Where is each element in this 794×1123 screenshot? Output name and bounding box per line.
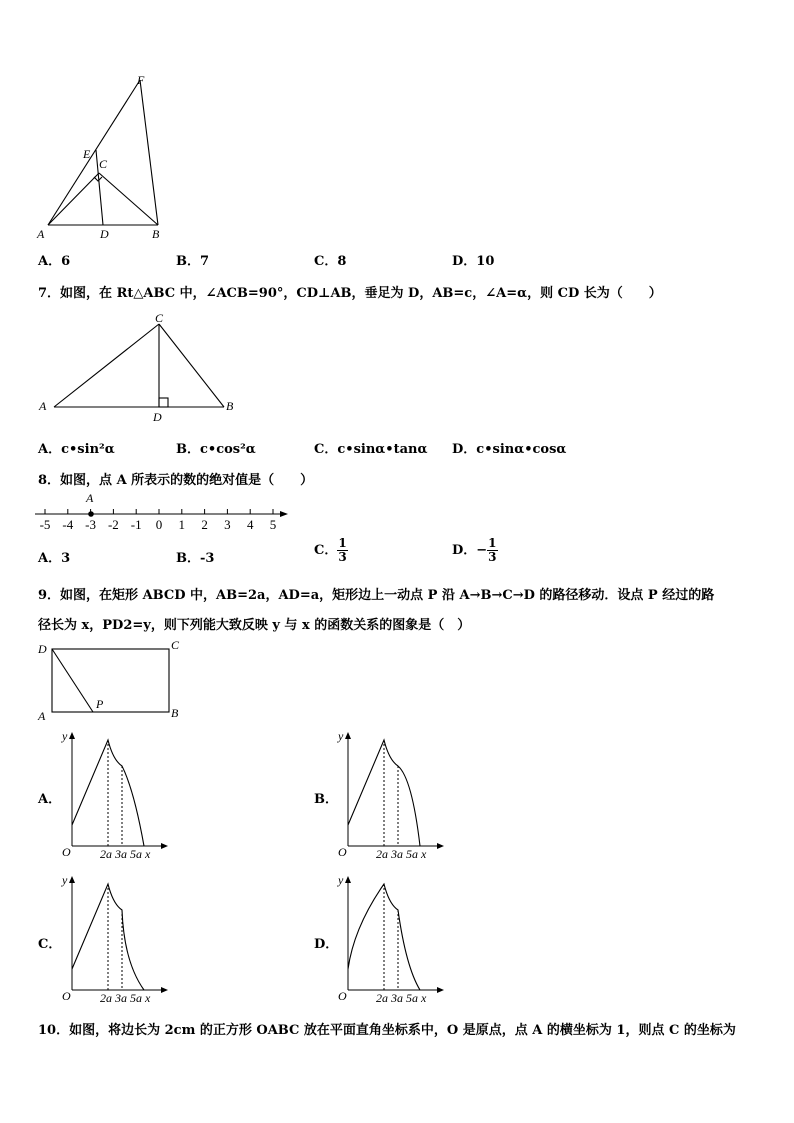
q6-label-F: F <box>137 73 145 87</box>
q8-tick-label: -2 <box>107 517 119 532</box>
origin-label: O <box>62 989 71 1003</box>
q6-line-CB <box>99 173 158 225</box>
q9-line-DP <box>52 649 93 712</box>
q7-label-A: A <box>39 399 47 413</box>
q6-option-d: D．10 <box>452 254 495 269</box>
q7-stem: 7．如图，在 Rt△ABC 中，∠ACB=90°，CD⊥AB，垂足为 D，AB=c，∠A=α，则 CD 长为（ ） <box>38 286 662 301</box>
q8-point-a <box>88 511 94 517</box>
x-axis-arrow-icon <box>437 843 444 849</box>
q9-graph-c <box>60 872 175 1004</box>
q8-number-line <box>30 490 295 532</box>
y-axis-arrow-icon <box>345 732 351 739</box>
q9-stem-line2: 径长为 x，PD2=y，则下列能大致反映 y 与 x 的函数关系的图象是（ ） <box>38 618 471 633</box>
x-tick-labels: 2a 3a 5a x <box>376 847 427 860</box>
y-axis-label: y <box>62 873 68 887</box>
q6-line-AF <box>48 80 140 225</box>
q8-tick-label: -5 <box>39 517 51 532</box>
q8-point-label: A <box>86 491 94 505</box>
q8-tick-label: 5 <box>269 517 277 532</box>
q7-line-AC <box>54 324 159 407</box>
q8-option-d-prefix: D．− <box>452 543 488 558</box>
y-axis-label: y <box>62 729 68 743</box>
q7-line-CB <box>159 324 224 407</box>
q7-label-D: D <box>153 410 162 424</box>
y-axis-arrow-icon <box>69 876 75 883</box>
y-axis-label: y <box>338 729 344 743</box>
origin-label: O <box>338 845 347 859</box>
q8-option-c-denominator: 3 <box>338 550 347 564</box>
q9-option-c-label: C． <box>38 937 62 952</box>
q8-arrow-icon <box>280 511 288 517</box>
q8-stem: 8．如图，点 A 所表示的数的绝对值是（ ） <box>38 473 314 488</box>
q8-tick-label: 3 <box>224 517 231 532</box>
q8-tick-label: -3 <box>85 517 97 532</box>
origin-label: O <box>62 845 71 859</box>
q6-option-a: A．6 <box>38 254 71 269</box>
q9-label-B: B <box>171 706 179 720</box>
q8-tick-label: 4 <box>246 517 254 532</box>
q8-option-d <box>452 537 498 564</box>
q8-option-c <box>314 537 348 564</box>
q8-option-a: A．3 <box>38 551 71 566</box>
q8-tick-label: -1 <box>130 517 142 532</box>
x-tick-labels: 2a 3a 5a x <box>100 847 151 860</box>
q7-figure <box>30 310 250 425</box>
q7-option-b: B．c•cos²α <box>176 442 256 457</box>
q6-label-A: A <box>37 227 45 241</box>
q6-line-FB <box>140 80 158 225</box>
q9-rectangle-figure <box>30 635 195 723</box>
q6-label-B: B <box>152 227 160 241</box>
q8-option-d-denominator: 3 <box>488 550 497 564</box>
q8-option-c-prefix: C． <box>314 543 338 558</box>
q9-option-d-label: D． <box>314 937 339 952</box>
q9-option-b-label: B． <box>314 792 338 807</box>
q6-option-c: C．8 <box>314 254 347 269</box>
q8-tick-label: -4 <box>62 517 74 532</box>
q8-tick-label: 0 <box>155 517 163 532</box>
q6-option-b: B．7 <box>176 254 210 269</box>
q9-label-A: A <box>38 709 46 723</box>
q9-stem-line1: 9．如图，在矩形 ABCD 中，AB=2a，AD=a，矩形边上一动点 P 沿 A→B→C→D 的路径移动．设点 P 经过的路 <box>38 588 715 603</box>
x-tick-labels: 2a 3a 5a x <box>100 991 151 1004</box>
q8-option-b: B．-3 <box>176 551 215 566</box>
q6-label-D: D <box>100 227 109 241</box>
y-axis-arrow-icon <box>69 732 75 739</box>
q6-line-AC <box>48 173 99 225</box>
q7-option-a: A．c•sin²α <box>38 442 115 457</box>
q6-label-C: C <box>99 157 108 171</box>
x-axis-arrow-icon <box>437 987 444 993</box>
q9-label-C: C <box>171 638 180 652</box>
y-axis-arrow-icon <box>345 876 351 883</box>
q7-right-angle-mark <box>159 398 168 407</box>
q7-option-d: D．c•sinα•cosα <box>452 442 567 457</box>
q8-option-c-numerator: 1 <box>338 536 347 550</box>
q8-option-d-numerator: 1 <box>488 536 497 550</box>
q9-graph-a <box>60 728 175 860</box>
x-axis-arrow-icon <box>161 843 168 849</box>
q9-graph-b <box>336 728 451 860</box>
q9-label-P: P <box>96 697 104 711</box>
origin-label: O <box>338 989 347 1003</box>
q9-label-D: D <box>38 642 47 656</box>
x-tick-labels: 2a 3a 5a x <box>376 991 427 1004</box>
y-axis-label: y <box>338 873 344 887</box>
q9-rect-ABCD <box>52 649 169 712</box>
q7-label-B: B <box>226 399 234 413</box>
q7-option-c: C．c•sinα•tanα <box>314 442 428 457</box>
q8-tick-label: 2 <box>201 517 208 532</box>
q10-stem: 10．如图，将边长为 2cm 的正方形 OABC 放在平面直角坐标系中，O 是原点，点 A 的横坐标为 1，则点 C 的坐标为 <box>38 1023 736 1038</box>
q6-figure <box>30 70 180 245</box>
q6-right-angle-mark <box>94 177 102 181</box>
q9-graph-d <box>336 872 451 1004</box>
q9-option-a-label: A． <box>38 792 62 807</box>
q8-tick-label: 1 <box>178 517 186 532</box>
q7-label-C: C <box>155 311 164 325</box>
x-axis-arrow-icon <box>161 987 168 993</box>
q6-label-E: E <box>83 147 91 161</box>
